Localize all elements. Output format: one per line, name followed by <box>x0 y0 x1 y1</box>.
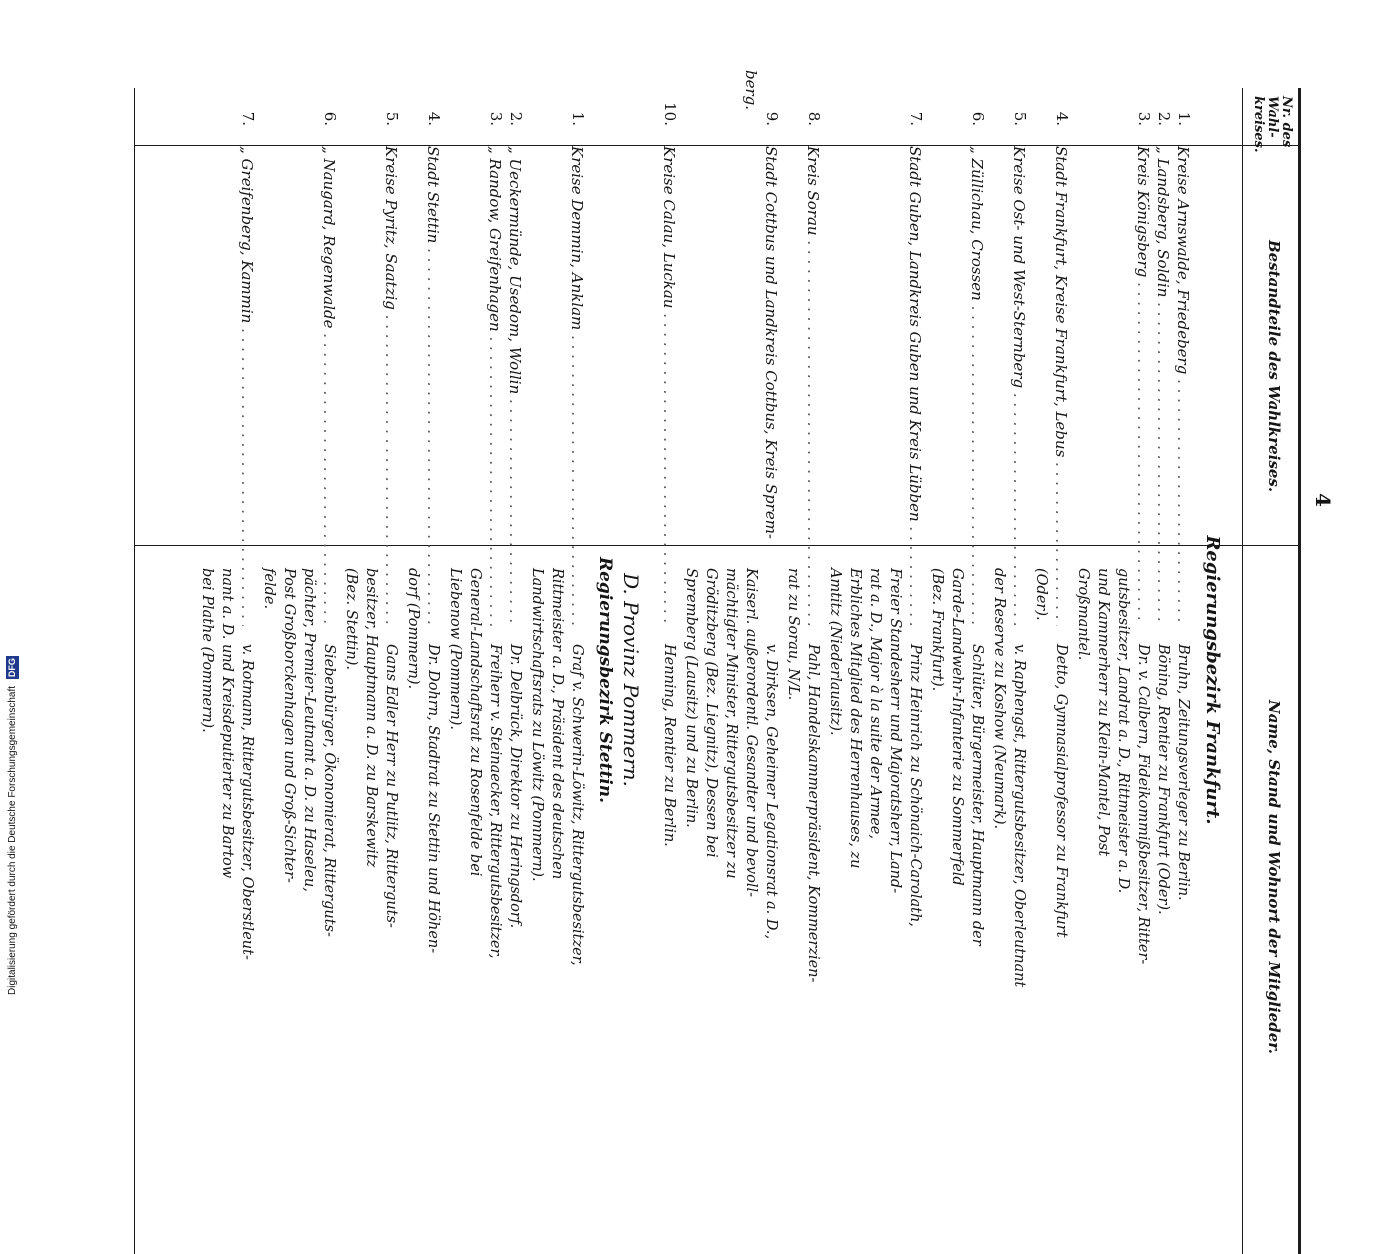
table-row <box>423 96 443 1246</box>
member-line: Post Großborckenhagen und Groß-Sichter- <box>281 568 297 883</box>
row-member: Schlüter, Bürgermeister, Hauptmann der <box>969 644 985 946</box>
row-number: 1. <box>569 111 587 126</box>
footer-text: Digitalisierung gefördert durch die Deutsche Forschungsgemeinschaft <box>7 685 18 995</box>
row-member: Dr. Delbrück, Direktor zu Heringsdorf. <box>507 644 523 929</box>
row-member: Dr. Dohrn, Stadtrat zu Stettin und Höhen- <box>425 644 441 954</box>
member-line: rat zu Sorau, N/L. <box>785 568 801 701</box>
row-district: Kreise Demmin, Anklam . . . <box>567 146 587 626</box>
row-district: Kreise Calau, Luckau . . . <box>659 146 679 626</box>
row-number: 3. <box>487 111 505 126</box>
table-row <box>237 96 257 1246</box>
row-member: Detto, Gymnasialprofessor zu Frankfurt <box>1053 644 1069 938</box>
row-number: 10. <box>661 102 679 126</box>
member-line: und Kammerherr zu Klein-Mantel, Post <box>1095 568 1111 857</box>
row-member: v. Rotmann, Rittergutsbesitzer, Oberstleut- <box>239 644 255 960</box>
page-number: 4 <box>1311 493 1335 507</box>
member-line: bei Plathe (Pommern). <box>199 568 215 733</box>
row-member: Siebenbürger, Ökonomierat, Ritterguts- <box>321 644 337 937</box>
member-line: gutsbesitzer, Landrat a. D., Rittmeister a. D. <box>1115 568 1131 894</box>
row-member: Pahl, Handelskammerpräsident, Kommerzien- <box>805 644 821 983</box>
row-number: 2. <box>507 111 525 126</box>
row-district: Stadt Cottbus und Landkreis Cottbus, Kreis Sprem- <box>762 146 780 539</box>
digitization-footer <box>4 600 22 995</box>
member-line: Liebenow (Pommern). <box>447 568 463 730</box>
table-row <box>567 96 587 1246</box>
column-divider-name <box>135 545 1301 546</box>
table-row <box>803 96 823 1246</box>
table-row <box>905 96 925 1246</box>
row-number: 5. <box>1011 111 1029 126</box>
member-line: nant a. D. und Kreisdeputierter zu Bartow <box>219 568 235 879</box>
row-district: Stadt Frankfurt, Kreise Frankfurt, Lebus . . . <box>1051 146 1071 626</box>
row-number: 8. <box>805 111 823 126</box>
row-number: 4. <box>425 111 443 126</box>
table-row <box>485 96 505 1246</box>
row-district: „ Züllichau, Crossen . . . <box>967 146 987 626</box>
province-title-pommern: D. Provinz Pommern. <box>619 573 643 787</box>
row-district: „ Naugard, Regenwalde . . . <box>319 146 339 626</box>
member-line: (Bez. Frankfurt). <box>929 568 945 692</box>
row-district: Kreis Sorau . . . <box>803 146 823 626</box>
member-line: rat a. D., Major à la suite der Armee, <box>867 568 883 839</box>
row-number: 5. <box>383 111 401 126</box>
member-line: General-Landschaftsrat zu Rosenfelde bei <box>467 568 483 877</box>
row-district: „ Randow, Greifenhagen . . . <box>485 146 505 626</box>
member-line: felde. <box>261 568 277 610</box>
header-bestandteile: Bestandteile des Wahlkreises. <box>1265 240 1283 493</box>
table-row <box>381 96 401 1246</box>
row-number: 4. <box>1053 111 1071 126</box>
member-line: Rittmeister a. D., Präsident des deutschen <box>549 568 565 880</box>
section-title-frankfurt: Regierungsbezirk Frankfurt. <box>1202 535 1223 825</box>
row-district: „ Ueckermünde, Usedom, Wollin . . . <box>505 146 525 626</box>
row-district: Kreise Arnswalde, Friedeberg . . . <box>1173 146 1193 626</box>
table-top-rule <box>1298 88 1301 1254</box>
table-row <box>1173 96 1193 1246</box>
row-district: Kreise Ost- und West-Sternberg . . . <box>1009 146 1029 626</box>
table-row <box>1051 96 1071 1246</box>
member-line: Kaiserl. außerordentl. Gesandter und bevoll- <box>743 568 759 897</box>
dfg-logo: DFG <box>7 658 17 678</box>
row-number: 2. <box>1155 111 1173 126</box>
member-line: dorf (Pommern). <box>405 568 421 690</box>
member-line: Großmantel. <box>1075 568 1091 661</box>
row-member: Bruhn, Zeitungsverleger zu Berlin. <box>1175 644 1191 901</box>
row-member: v. Raphengst, Rittergutsbesitzer, Oberleutnant <box>1011 644 1027 988</box>
table-row <box>659 96 679 1246</box>
row-number: 9. <box>763 111 781 126</box>
table-row <box>1153 96 1173 1246</box>
footer-text-container <box>4 600 22 995</box>
district-line: berg. <box>742 70 760 111</box>
table-header-rule <box>1242 88 1243 1254</box>
row-district: Stadt Guben, Landkreis Guben und Kreis Lübben . . . <box>905 146 925 626</box>
table-row <box>319 96 339 1246</box>
row-member: v. Dirksen, Geheimer Legationsrat a. D., <box>763 644 779 940</box>
member-line: (Oder). <box>1033 568 1049 621</box>
row-member: Böning, Rentier zu Frankfurt (Oder). <box>1155 644 1171 915</box>
table-row <box>967 96 987 1246</box>
row-number: 6. <box>969 111 987 126</box>
section-title-stettin: Regierungsbezirk Stettin. <box>595 556 615 804</box>
member-line: Erbliches Mitglied des Herrenhauses, zu <box>847 568 863 869</box>
member-line: der Reserve zu Koshow (Neumark). <box>991 568 1007 830</box>
header-nr: Nr. des Wahl-kreises. <box>1251 96 1294 153</box>
row-number: 3. <box>1135 111 1153 126</box>
table-row <box>761 96 781 1246</box>
row-district: Kreise Pyritz, Saatzig . . . <box>381 146 401 626</box>
header-name: Name, Stand und Wohnort der Mitglieder. <box>1265 700 1283 1055</box>
member-line: Garde-Landwehr-Infanterie zu Sommerfeld <box>949 568 965 886</box>
row-member: Graf v. Schwerin-Löwitz, Rittergutsbesitzer, <box>569 644 585 966</box>
row-number: 7. <box>907 111 925 126</box>
row-member: Henning, Rentier zu Berlin. <box>661 644 677 847</box>
member-line: Landwirtschaftsrats zu Löwitz (Pommern). <box>529 568 545 882</box>
member-line: mächtigter Minister, Rittergutsbesitzer zu <box>723 568 739 879</box>
member-line: pächter, Premier-Leutnant a. D. zu Haseleu, <box>301 568 317 892</box>
member-line: Gröditzberg (Bez. Liegnitz), Dessen bei <box>703 568 719 858</box>
table-bottom-rule <box>134 88 135 1254</box>
table-row <box>505 96 525 1246</box>
row-number: 6. <box>321 111 339 126</box>
row-district: Kreis Königsberg . . . <box>1133 146 1153 626</box>
column-divider-nr <box>135 145 1301 146</box>
row-district: „ Landsberg, Soldin . . . <box>1153 146 1173 626</box>
table-row <box>1009 96 1029 1246</box>
row-number: 1. <box>1175 111 1193 126</box>
member-line: Spremberg (Lausitz) und zu Berlin. <box>683 568 699 828</box>
member-line: (Bez. Stettin). <box>343 568 359 670</box>
row-member: Prinz Heinrich zu Schönaich-Carolath, <box>907 644 923 927</box>
row-district: „ Greifenberg, Kammin . . . <box>237 146 257 626</box>
row-member: Freiherr v. Steinaecker, Rittergutsbesitzer, <box>487 644 503 959</box>
row-district: Stadt Stettin . . . <box>423 146 443 626</box>
row-member: Gans Edler Herr zu Putlitz, Ritterguts- <box>383 644 399 928</box>
table-row <box>1133 96 1153 1246</box>
member-line: Freier Standesherr und Majoratsherr, Land- <box>887 568 903 894</box>
member-line: Amtitz (Niederlausitz). <box>827 568 843 736</box>
member-line: besitzer, Hauptmann a. D. zu Barskewitz <box>363 568 379 868</box>
row-number: 7. <box>239 111 257 126</box>
row-member: Dr. v. Calbern, Fideikommißbesitzer, Ritter- <box>1135 644 1151 965</box>
